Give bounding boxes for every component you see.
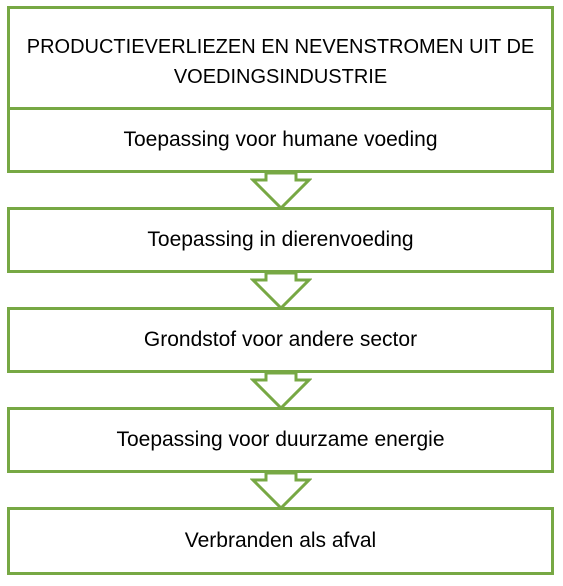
diagram-title: PRODUCTIEVERLIEZEN EN NEVENSTROMEN UIT DE VOEDINGSINDUSTRIE	[26, 36, 535, 88]
step-box-duurzame-energie	[7, 407, 554, 473]
down-arrow-icon	[250, 371, 312, 411]
diagram-title-box	[7, 6, 554, 109]
down-arrow-icon	[250, 471, 312, 511]
step-label: Toepassing voor duurzame energie	[116, 428, 445, 451]
step-label: Verbranden als afval	[184, 529, 377, 552]
down-arrow-icon	[250, 271, 312, 311]
step-label: Toepassing in dierenvoeding	[147, 228, 414, 251]
step-label: Toepassing voor humane voeding	[123, 128, 438, 151]
step-box-grondstof	[7, 307, 554, 373]
step-box-humane-voeding	[7, 107, 554, 173]
down-arrow-icon	[250, 171, 312, 211]
step-label: Grondstof voor andere sector	[143, 328, 418, 351]
step-box-verbranden	[7, 507, 554, 575]
step-box-dierenvoeding	[7, 207, 554, 273]
